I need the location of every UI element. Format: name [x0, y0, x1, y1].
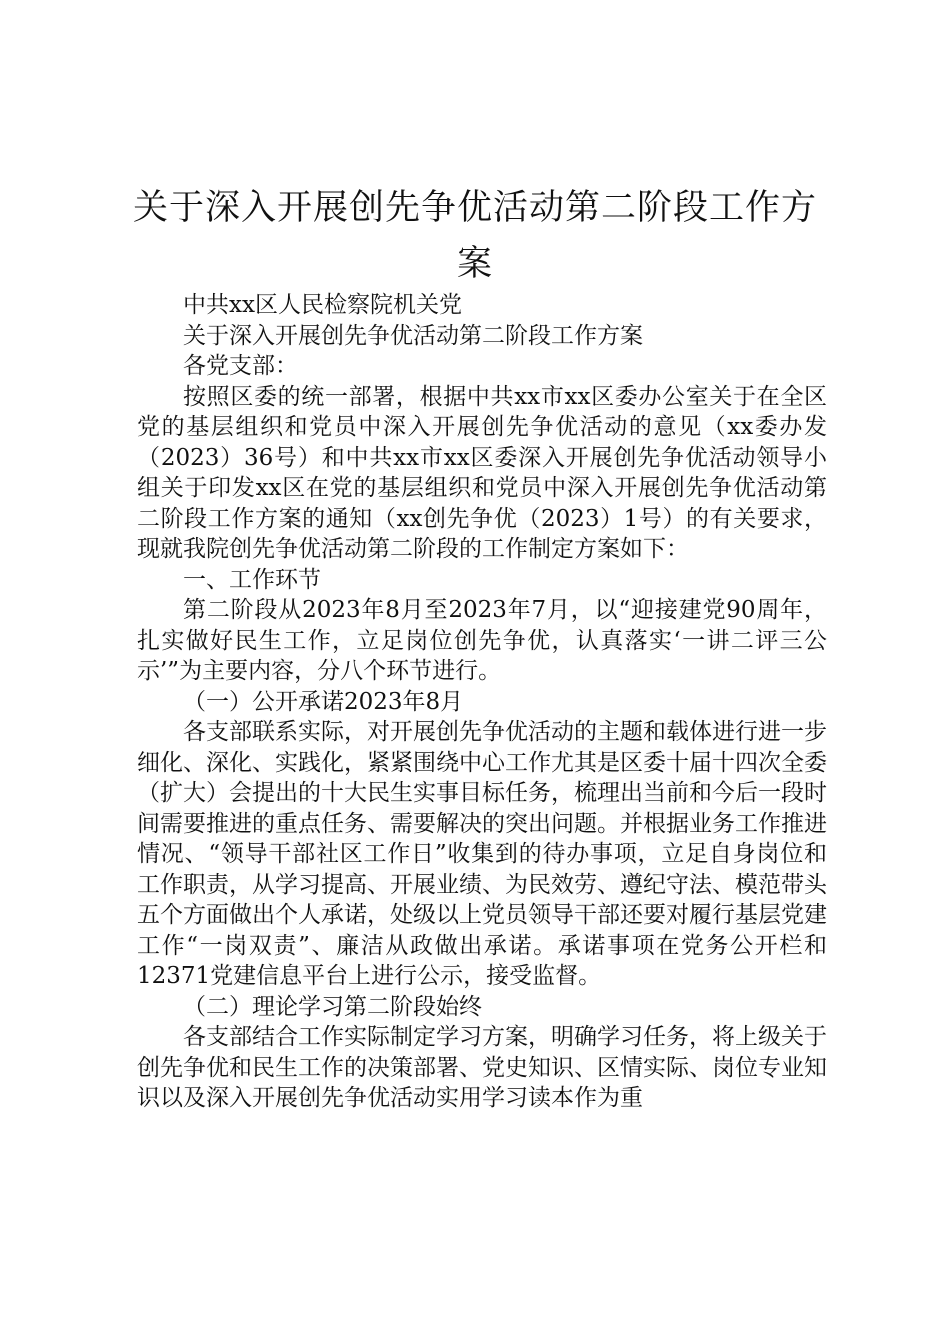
intro-paragraph: 按照区委的统一部署，根据中共xx市xx区委办公室关于在全区党的基层组织和党员中深入开展创先争优活动的意见（xx委办发（2023）36号）和中共xx市xx区委深入开展创先争优活动领导小组关于印发xx区在党的基层组织和党员中深入开展创先争优活动第二阶段工作方案的通知（xx创先争优（2023）1号）的有关要求，现就我院创先争优活动第二阶段的工作制定方案如下： [137, 383, 827, 562]
section-heading: 一、工作环节 [183, 566, 321, 593]
subsection-heading: （二）理论学习第二阶段始终 [183, 993, 482, 1020]
body-paragraph: 各支部结合工作实际制定学习方案，明确学习任务，将上级关于创先争优和民生工作的决策部署、党史知识、区情实际、岗位专业知识以及深入开展创先争优活动实用学习读本作为重 [137, 1024, 827, 1111]
body-paragraph: 第二阶段从2023年8月至2023年7月，以“迎接建党90周年，扎实做好民生工作，立足岗位创先争优，认真落实‘一讲二评三公示’”为主要内容，分八个环节进行。 [137, 597, 827, 684]
subsection-heading: （一）公开承诺2023年8月 [183, 688, 464, 715]
document-body [137, 290, 827, 1114]
body-paragraph: 各支部联系实际，对开展创先争优活动的主题和载体进行进一步细化、深化、实践化，紧紧围绕中心工作尤其是区委十届十四次全委（扩大）会提出的十大民生实事目标任务，梳理出当前和今后一段时间需要推进的重点任务、需要解决的突出问题。并根据业务工作推进情况、“领导干部社区工作日”收集到的待办事项，立足自身岗位和工作职责，从学习提高、开展业绩、为民效劳、遵纪守法、模范带头五个方面做出个人承诺，处级以上党员领导干部还要对履行基层党建工作“一岗双责”、廉洁从政做出承诺。承诺事项在党务公开栏和12371党建信息平台上进行公示，接受监督。 [137, 719, 827, 989]
salutation: 各党支部： [183, 353, 298, 379]
issuer-line: 中共xx区人民检察院机关党 [183, 292, 462, 318]
document-title: 关于深入开展创先争优活动第二阶段工作方案 [132, 188, 817, 284]
subtitle-line: 关于深入开展创先争优活动第二阶段工作方案 [183, 322, 643, 349]
